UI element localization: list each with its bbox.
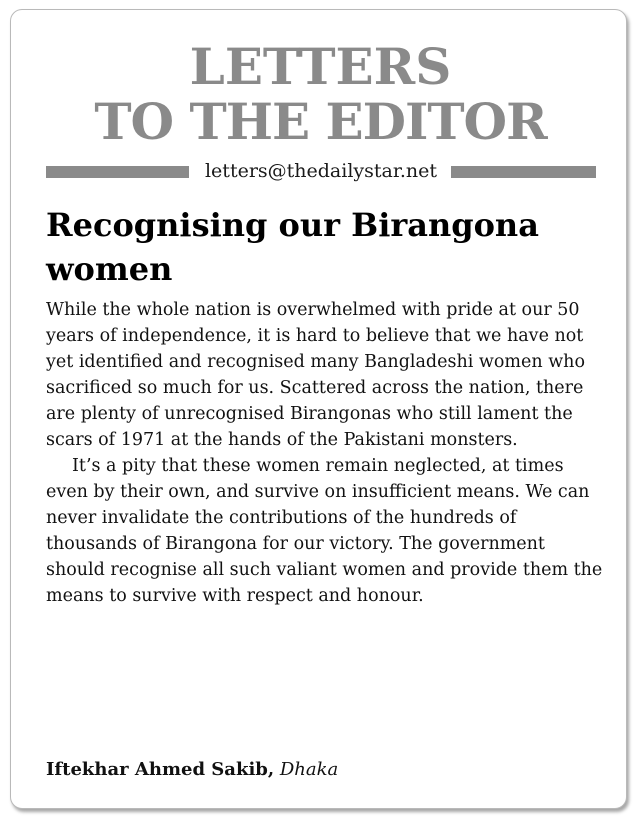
author-city: Dhaka bbox=[279, 759, 339, 780]
letter-paragraph: While the whole nation is overwhelmed with pride at our 50 years of independence, it is hard to believe that we have not yet identified and recognised many Bangladeshi women who sacrificed so much for us. Scattered across the nation, there are plenty of unrecognised Birangonas who still lament the scars of 1971 at the hands of the Pakistani monsters. bbox=[46, 300, 585, 450]
letter-headline: Recognising our Birangona women bbox=[46, 206, 539, 288]
email-rule bbox=[46, 158, 596, 184]
masthead-title-line2: TO THE EDITOR bbox=[94, 92, 547, 151]
divider-left bbox=[46, 166, 189, 178]
masthead-title-line1: LETTERS bbox=[189, 37, 452, 96]
letter-body bbox=[46, 297, 606, 609]
letter-paragraph: It’s a pity that these women remain neglected, at times even by their own, and survive on insufficient means. We can never invalidate the contributions of the hundreds of thousands of Birangona for our victory. The government should recognise all such valiant women and provide them the means to survive with respect and honour. bbox=[46, 456, 603, 606]
divider-right bbox=[451, 166, 596, 178]
author-name: Iftekhar Ahmed Sakib, bbox=[46, 759, 275, 780]
letter-signature bbox=[46, 758, 338, 782]
editor-email[interactable]: letters@thedailystar.net bbox=[204, 160, 438, 182]
